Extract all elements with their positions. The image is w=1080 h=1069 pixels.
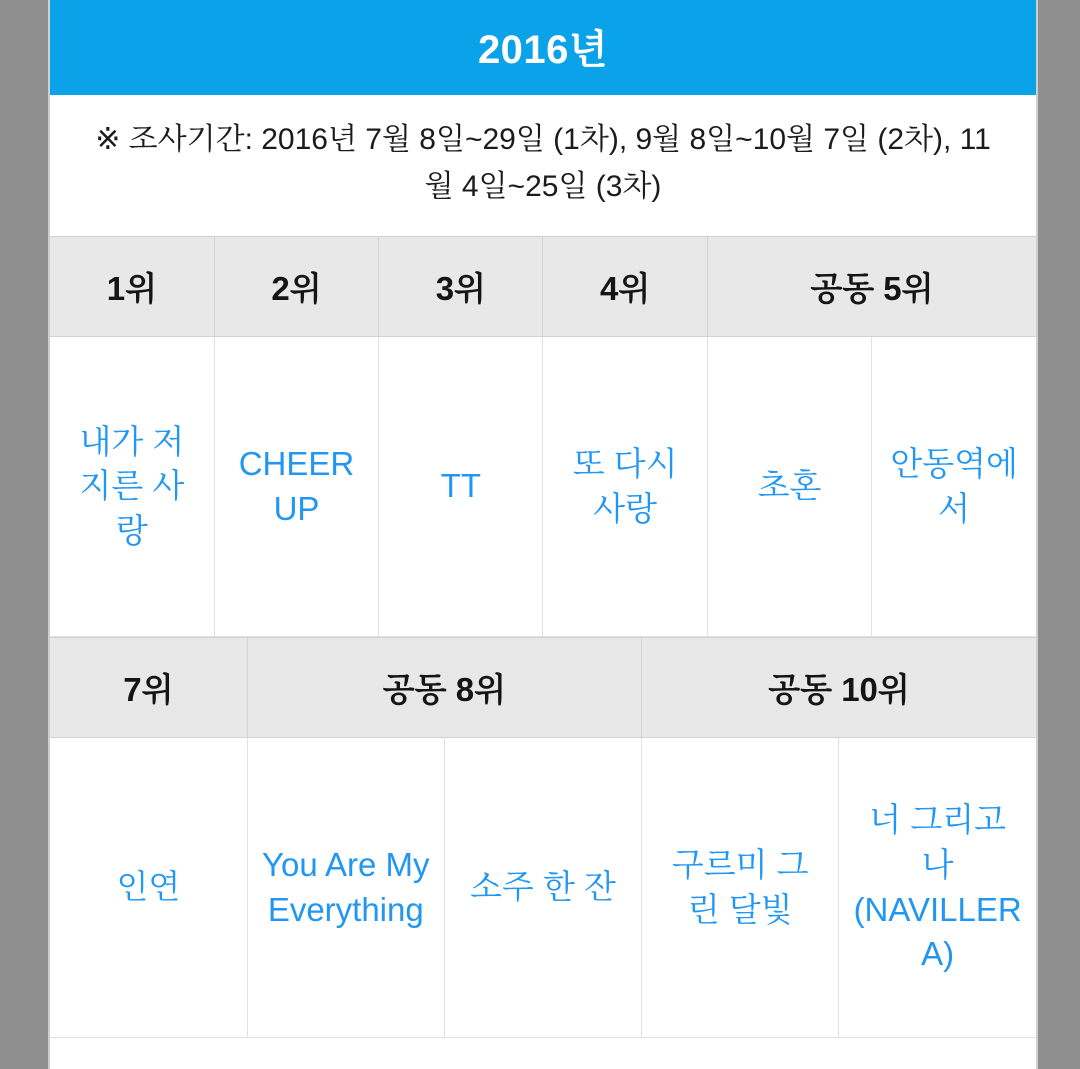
rank-header-7: 7위 bbox=[50, 638, 247, 738]
page-title: 2016년 bbox=[50, 0, 1036, 95]
song-cell-rank-8a: You Are My Everything bbox=[247, 738, 444, 1038]
table-row bbox=[50, 337, 1036, 637]
song-cell-rank-7: 인연 bbox=[50, 738, 247, 1038]
song-cell-rank-1: 내가 저지른 사랑 bbox=[50, 337, 214, 637]
table-header-row-bottom bbox=[50, 638, 1036, 738]
song-cell-rank-10a: 구르미 그린 달빛 bbox=[642, 738, 839, 1038]
song-cell-rank-8b: 소주 한 잔 bbox=[444, 738, 641, 1038]
table-row bbox=[50, 738, 1036, 1038]
song-cell-rank-5a: 초혼 bbox=[707, 337, 871, 637]
rank-header-3: 3위 bbox=[379, 237, 543, 337]
rank-header-4: 4위 bbox=[543, 237, 707, 337]
song-cell-rank-5b: 안동역에서 bbox=[872, 337, 1036, 637]
rank-header-5-tied: 공동 5위 bbox=[707, 237, 1036, 337]
song-cell-rank-2: CHEER UP bbox=[214, 337, 378, 637]
song-cell-rank-3: TT bbox=[379, 337, 543, 637]
song-cell-rank-10b: 너 그리고 나 (NAVILLERA) bbox=[839, 738, 1036, 1038]
survey-period-note: ※ 조사기간: 2016년 7월 8일~29일 (1차), 9월 8일~10월 7일 (2차), 11월 4일~25일 (3차) bbox=[95, 123, 991, 203]
ranking-table-top bbox=[50, 236, 1036, 637]
song-cell-rank-4: 또 다시 사랑 bbox=[543, 337, 707, 637]
ranking-table-bottom bbox=[50, 637, 1036, 1038]
rank-header-1: 1위 bbox=[50, 237, 214, 337]
ranking-card bbox=[48, 0, 1038, 1069]
rank-header-8-tied: 공동 8위 bbox=[247, 638, 641, 738]
rank-header-2: 2위 bbox=[214, 237, 378, 337]
rank-header-10-tied: 공동 10위 bbox=[642, 638, 1036, 738]
table-header-row-top bbox=[50, 237, 1036, 337]
